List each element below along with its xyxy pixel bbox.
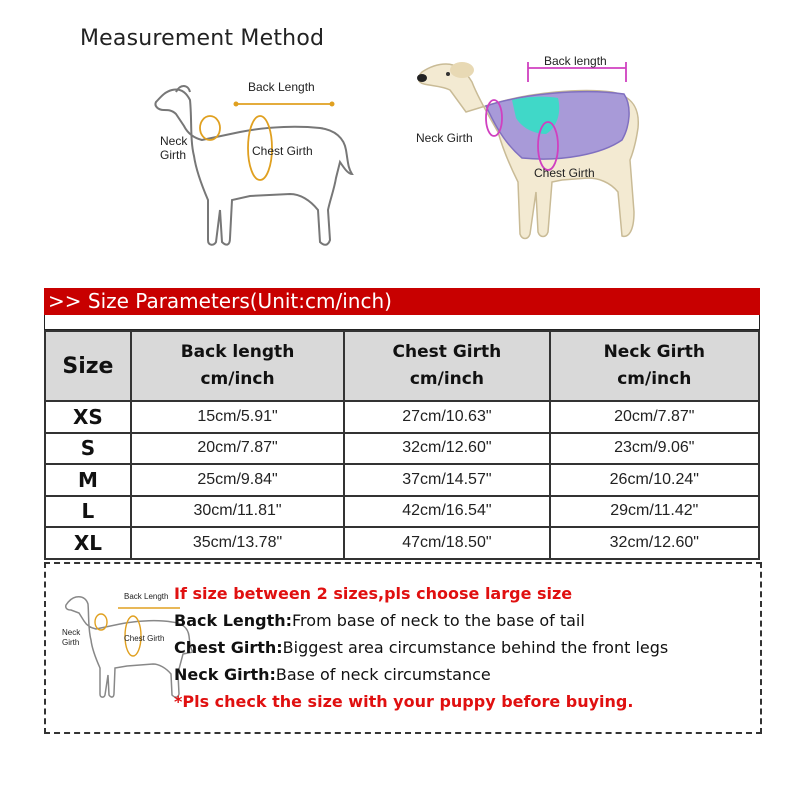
chest-girth-cell: 37cm/14.57" [344,464,549,496]
dog-outline-diagram [150,70,360,260]
back-length-note: Back Length:From base of neck to the base of tail [174,611,585,630]
chest-girth-label: Chest Girth [252,144,313,158]
header-neck-girth: Neck Girth cm/inch [550,331,759,401]
back-length-label: Back Length [248,80,315,94]
size-cell: L [45,496,131,528]
size-cell: S [45,433,131,465]
back-length-cell: 15cm/5.91" [131,401,344,433]
neck-girth-note: Neck Girth:Base of neck circumstance [174,665,491,684]
back-length-cell: 30cm/11.81" [131,496,344,528]
size-tip: If size between 2 sizes,pls choose large size [174,584,573,603]
table-row [45,527,759,559]
neck-girth-cell: 29cm/11.42" [550,496,759,528]
dog-wearing-coat-icon [412,42,652,252]
neck-girth-label: Neck Girth [416,131,473,145]
table-row [45,433,759,465]
size-cell: M [45,464,131,496]
dog-outline-icon [150,70,360,260]
back-length-cell: 35cm/13.78" [131,527,344,559]
neck-girth-cell: 26cm/10.24" [550,464,759,496]
header-unit: cm/inch [200,369,275,389]
chest-girth-cell: 42cm/16.54" [344,496,549,528]
chest-girth-note: Chest Girth:Biggest area circumstance behind the front legs [174,638,669,657]
neck-girth-ring [200,116,220,140]
chest-girth-cell: 27cm/10.63" [344,401,549,433]
table-row [45,401,759,433]
header-unit: cm/inch [617,369,692,389]
neck-girth-cell: 23cm/9.06" [550,433,759,465]
size-table [44,330,760,560]
neck-girth-label-line2: Girth [160,148,187,162]
measurement-method-title: Measurement Method [80,26,325,51]
banner-divider [44,315,760,330]
neck-girth-cell: 20cm/7.87" [550,401,759,433]
size-notes-box [44,562,762,734]
size-parameters-banner: >> Size Parameters(Unit:cm/inch) [44,288,760,315]
neck-girth-cell: 32cm/12.60" [550,527,759,559]
back-length-cell: 25cm/9.84" [131,464,344,496]
small-neck-label-line2: Girth [62,638,80,647]
header-chest-girth: Chest Girth cm/inch [344,331,549,401]
small-back-length-label: Back Length [124,592,169,601]
chest-girth-cell: 32cm/12.60" [344,433,549,465]
chest-girth-cell: 47cm/18.50" [344,527,549,559]
table-row [45,464,759,496]
header-unit: cm/inch [409,369,484,389]
header-size: Size [45,331,131,401]
check-size-warning: *Pls check the size with your puppy before buying. [174,692,634,711]
neck-girth-label-line1: Neck [160,134,188,148]
size-cell: XS [45,401,131,433]
back-length-label: Back length [544,54,607,68]
table-row [45,496,759,528]
table-header-row [45,331,759,401]
back-length-cell: 20cm/7.87" [131,433,344,465]
dog-coat-illustration [412,42,652,252]
size-cell: XL [45,527,131,559]
small-neck-label-line1: Neck [62,628,81,637]
chest-girth-label: Chest Girth [534,166,595,180]
notes-text-block [174,580,668,715]
header-back-length: Back length cm/inch [131,331,344,401]
small-chest-girth-label: Chest Girth [124,634,165,643]
